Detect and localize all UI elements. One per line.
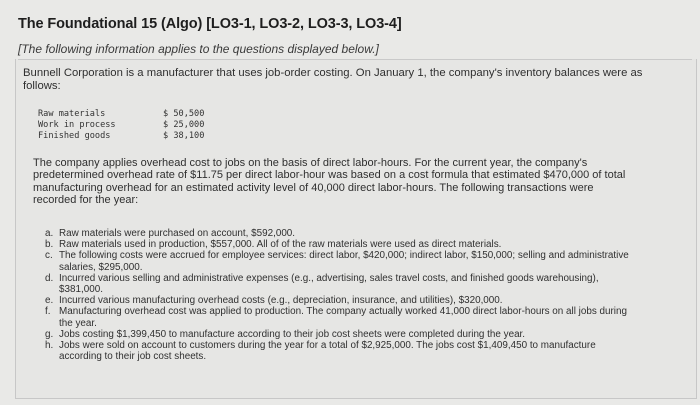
transaction-text: Incurred various manufacturing overhead costs (e.g., depreciation, insurance, and utilities), $320,000. [59, 295, 503, 307]
overhead-text: The company applies overhead cost to jobs on the basis of direct labor-hours. For the current year, the company's predetermined overhead rate of $11.75 per direct labor-hour was based on a cost formula that estimated $470,000 of total manufacturing overhead for an estimated activity level of 40,000 direct labor-hours. The following transactions were recorded for the year: [33, 157, 626, 207]
transaction-marker: f. [45, 306, 51, 318]
transaction-text: Raw materials were purchased on account, $592,000. [59, 228, 296, 239]
transaction-marker: e. [45, 295, 54, 307]
transaction-item [45, 340, 635, 362]
transaction-text: Jobs costing $1,399,450 to manufacture according to their job cost sheets were completed during the year. [59, 328, 526, 340]
problem-subtitle: [The following information applies to the questions displayed below.] [18, 42, 379, 56]
balance-label: Finished goods [38, 131, 111, 141]
transaction-item [45, 273, 635, 295]
transaction-item [45, 239, 635, 250]
balance-label: Work in process [38, 120, 116, 130]
transaction-marker: b. [45, 239, 54, 251]
transactions-list [45, 228, 635, 362]
balance-amount: $ 25,000 [163, 120, 205, 130]
transaction-marker: h. [45, 340, 54, 352]
transaction-item [45, 228, 635, 239]
transaction-marker: a. [45, 228, 54, 239]
transaction-text: Jobs were sold on account to customers during the year for a total of $2,925,000. The jobs cost $1,409,450 to manufacture according to their job cost sheets. [59, 340, 596, 363]
header-divider [18, 59, 692, 60]
transaction-text: The following costs were accrued for employee services: direct labor, $420,000; indirect labor, $150,000; selling and administrative salaries, $295,000. [59, 250, 629, 273]
balance-label: Raw materials [38, 109, 106, 119]
balance-amount: $ 38,100 [163, 131, 205, 141]
transaction-text: Incurred various selling and administrative expenses (e.g., advertising, sales travel costs, and finished goods warehousing), $381,000. [59, 272, 599, 296]
transaction-text: Raw materials used in production, $557,000. All of of the raw materials were used as direct materials. [59, 239, 502, 251]
transaction-item [45, 295, 635, 306]
transaction-item [45, 250, 635, 272]
balance-amount: $ 50,500 [163, 109, 205, 119]
transaction-marker: g. [45, 328, 54, 340]
transaction-text: Manufacturing overhead cost was applied to production. The company actually worked 41,000 direct labor-hours on all jobs during the year. [59, 306, 627, 329]
transaction-item [45, 306, 635, 328]
transaction-marker: d. [45, 272, 54, 284]
transaction-item [45, 329, 635, 340]
problem-title: The Foundational 15 (Algo) [LO3-1, LO3-2, LO3-3, LO3-4] [18, 16, 402, 32]
transaction-marker: c. [45, 250, 53, 262]
intro-text: Bunnell Corporation is a manufacturer that uses job-order costing. On January 1, the company's inventory balances were as follows: [23, 67, 643, 92]
